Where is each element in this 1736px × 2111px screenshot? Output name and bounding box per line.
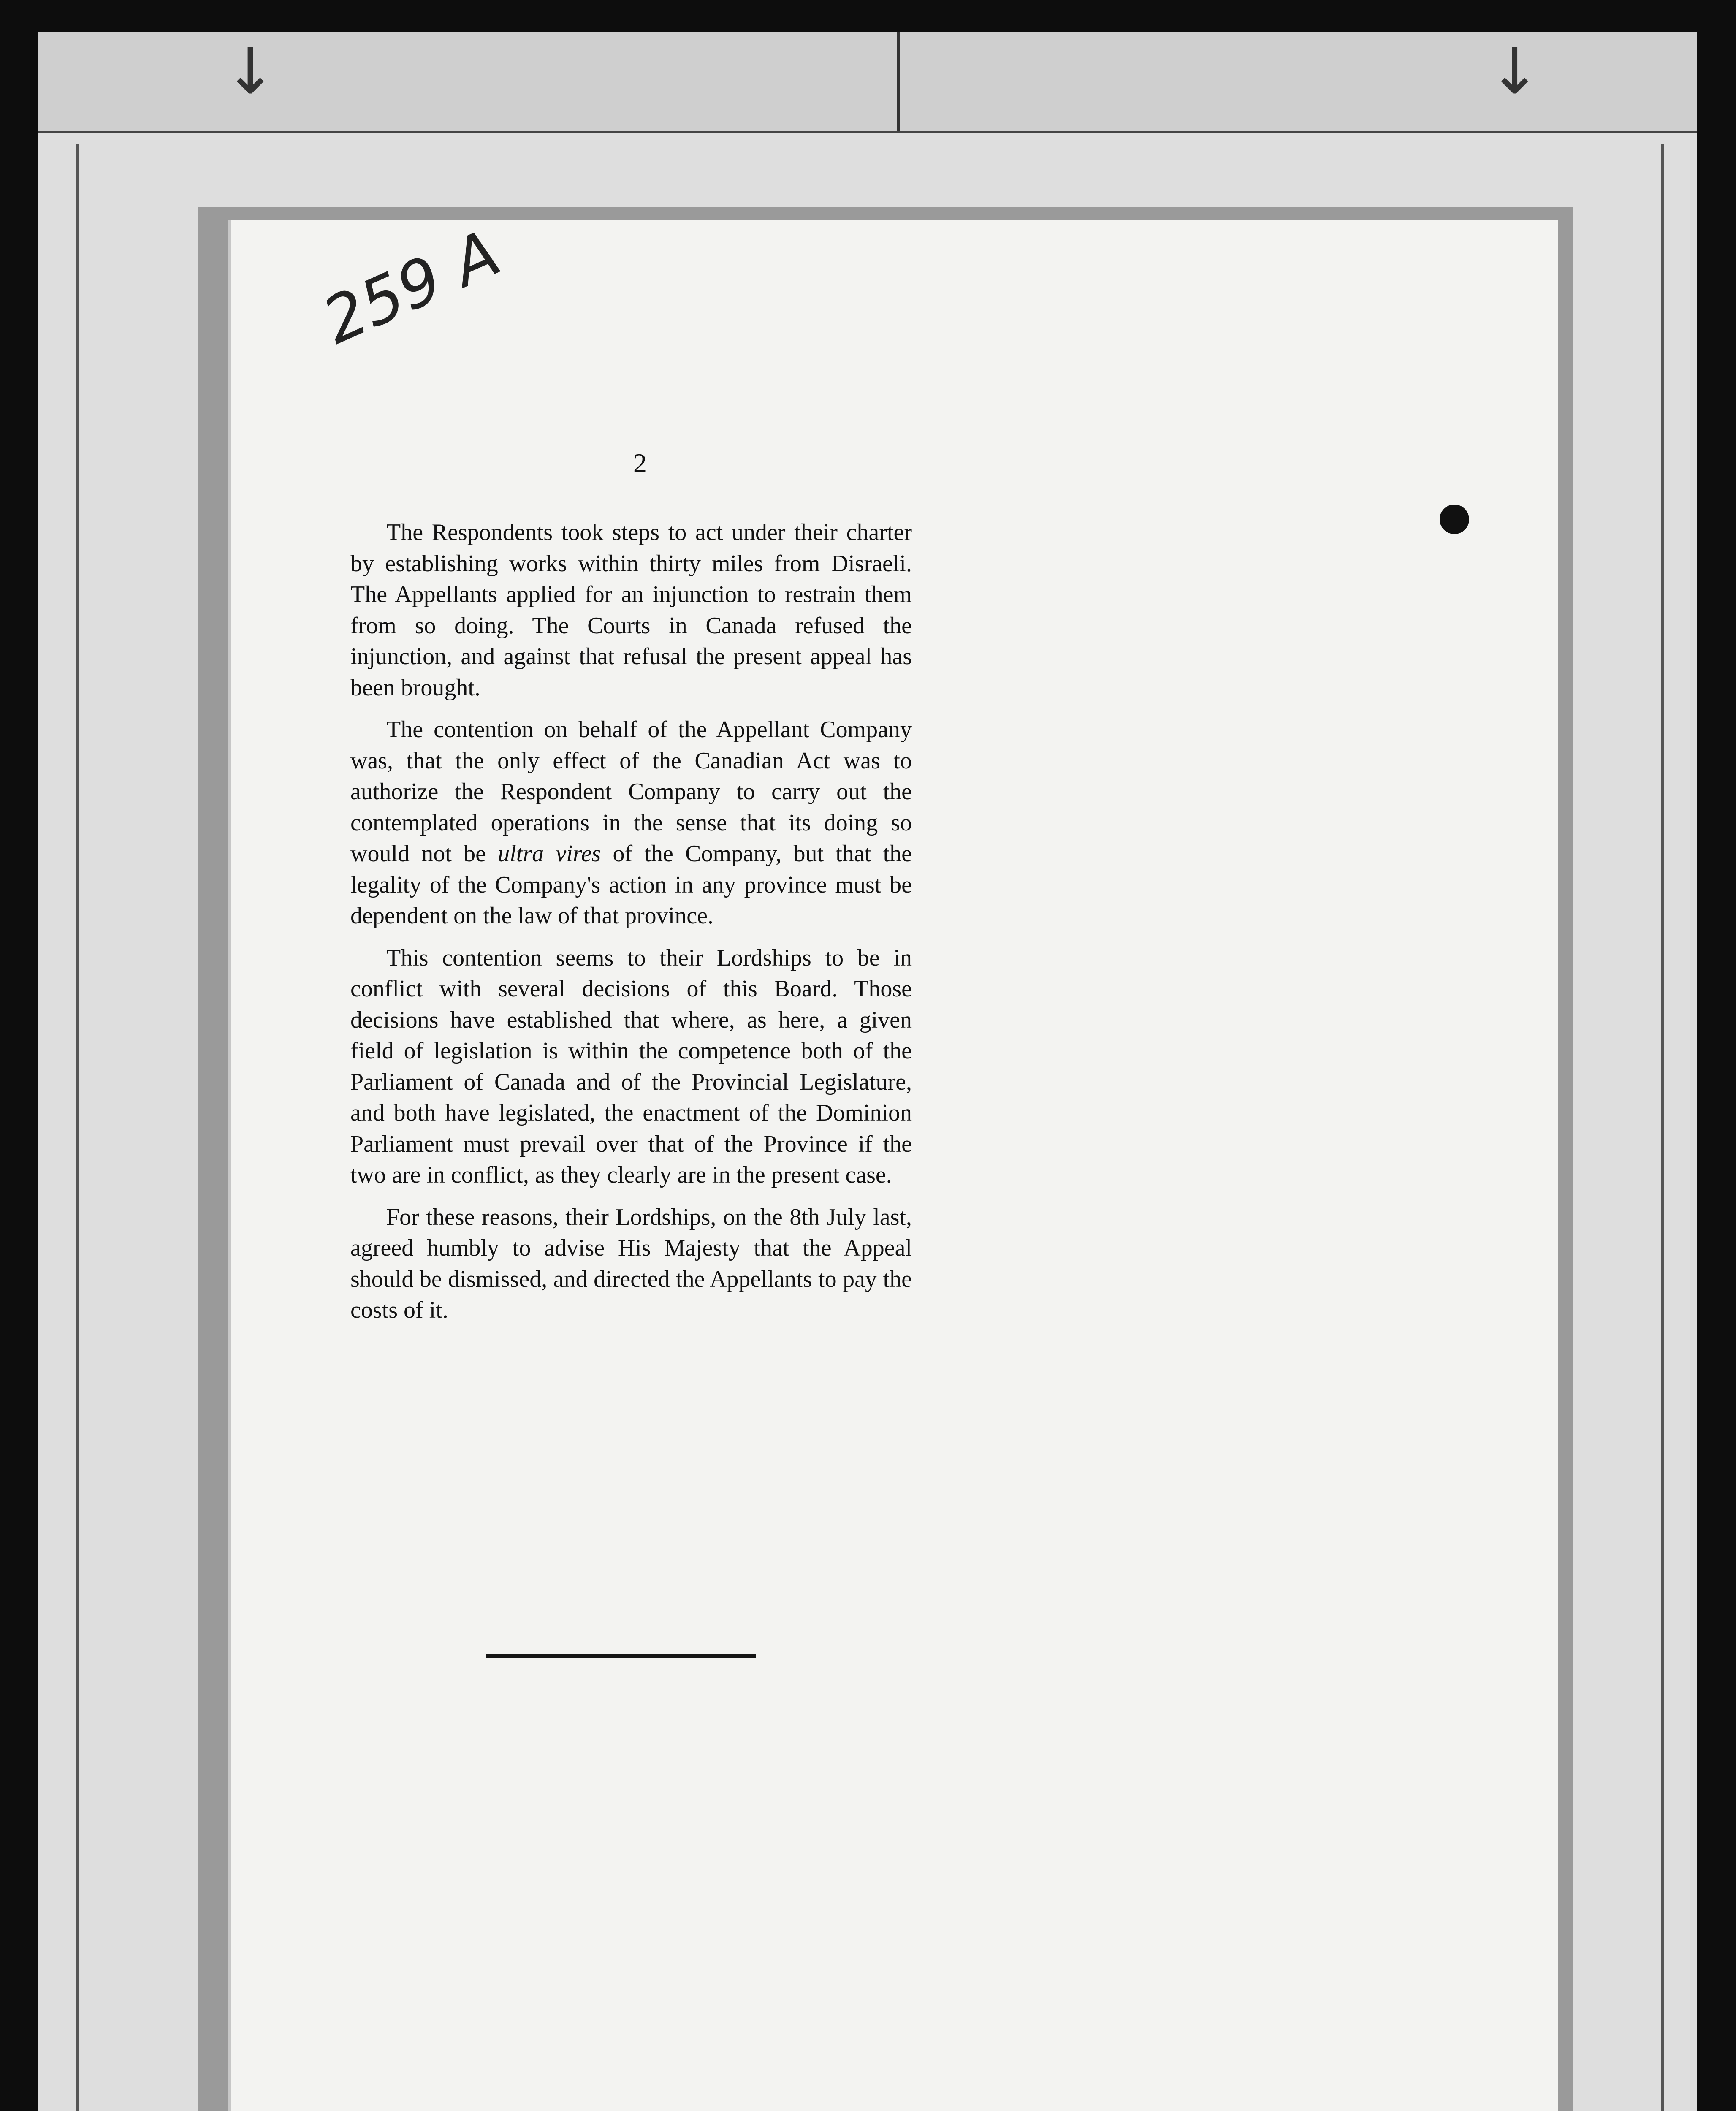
paragraph-text-before-italic: The contention on behalf of the Appellant Company was, that the only effect of the Canadian Act was to authorize the Respondent Company to carry out the contemplated operations in the sense that its doing so would not be xyxy=(350,716,912,867)
paragraph: This contention seems to their Lordships to be in conflict with several decisions of this Board. Those decisions have established that where, as here, a given field of legislation is within the competence both of the Parliament of Canada and of the Provincial Legislature, and both have legislated, the enactment of the Dominion Parliament must prevail over that of the Province if the two are in conflict, as they clearly are in the present case. xyxy=(350,944,912,1188)
down-arrow-marker-icon: ↓ xyxy=(1488,35,1541,109)
right-frame-rule xyxy=(1661,144,1664,2111)
handwritten-reference: 259 A xyxy=(312,216,511,358)
punch-hole xyxy=(1440,505,1469,534)
page-number: 2 xyxy=(633,448,647,478)
paragraph-text-after-italic: of the Company, but that the legality of the Company's action in any province must be dependent on the law of that province. xyxy=(350,841,912,929)
paragraph: For these reasons, their Lordships, on the 8th July last, agreed humbly to advise His Majesty that the Appeal should be dismissed, and directed the Appellants to pay the costs of it. xyxy=(350,1204,912,1323)
paragraph xyxy=(350,714,912,932)
top-strip-divider xyxy=(897,32,900,131)
down-arrow-marker-icon: ↓ xyxy=(224,35,277,109)
end-rule xyxy=(486,1654,756,1658)
italic-term: ultra vires xyxy=(498,841,601,867)
left-frame-rule xyxy=(76,144,79,2111)
body-text xyxy=(350,517,912,1337)
top-film-strip xyxy=(38,32,1697,133)
paragraph: The Respondents took steps to act under their charter by establishing works within thirty miles from Disraeli. The Appellants applied for an injunction to restrain them from so doing. The Courts in Canada refused the injunction, and against that refusal the present appeal has been brought. xyxy=(350,519,912,701)
